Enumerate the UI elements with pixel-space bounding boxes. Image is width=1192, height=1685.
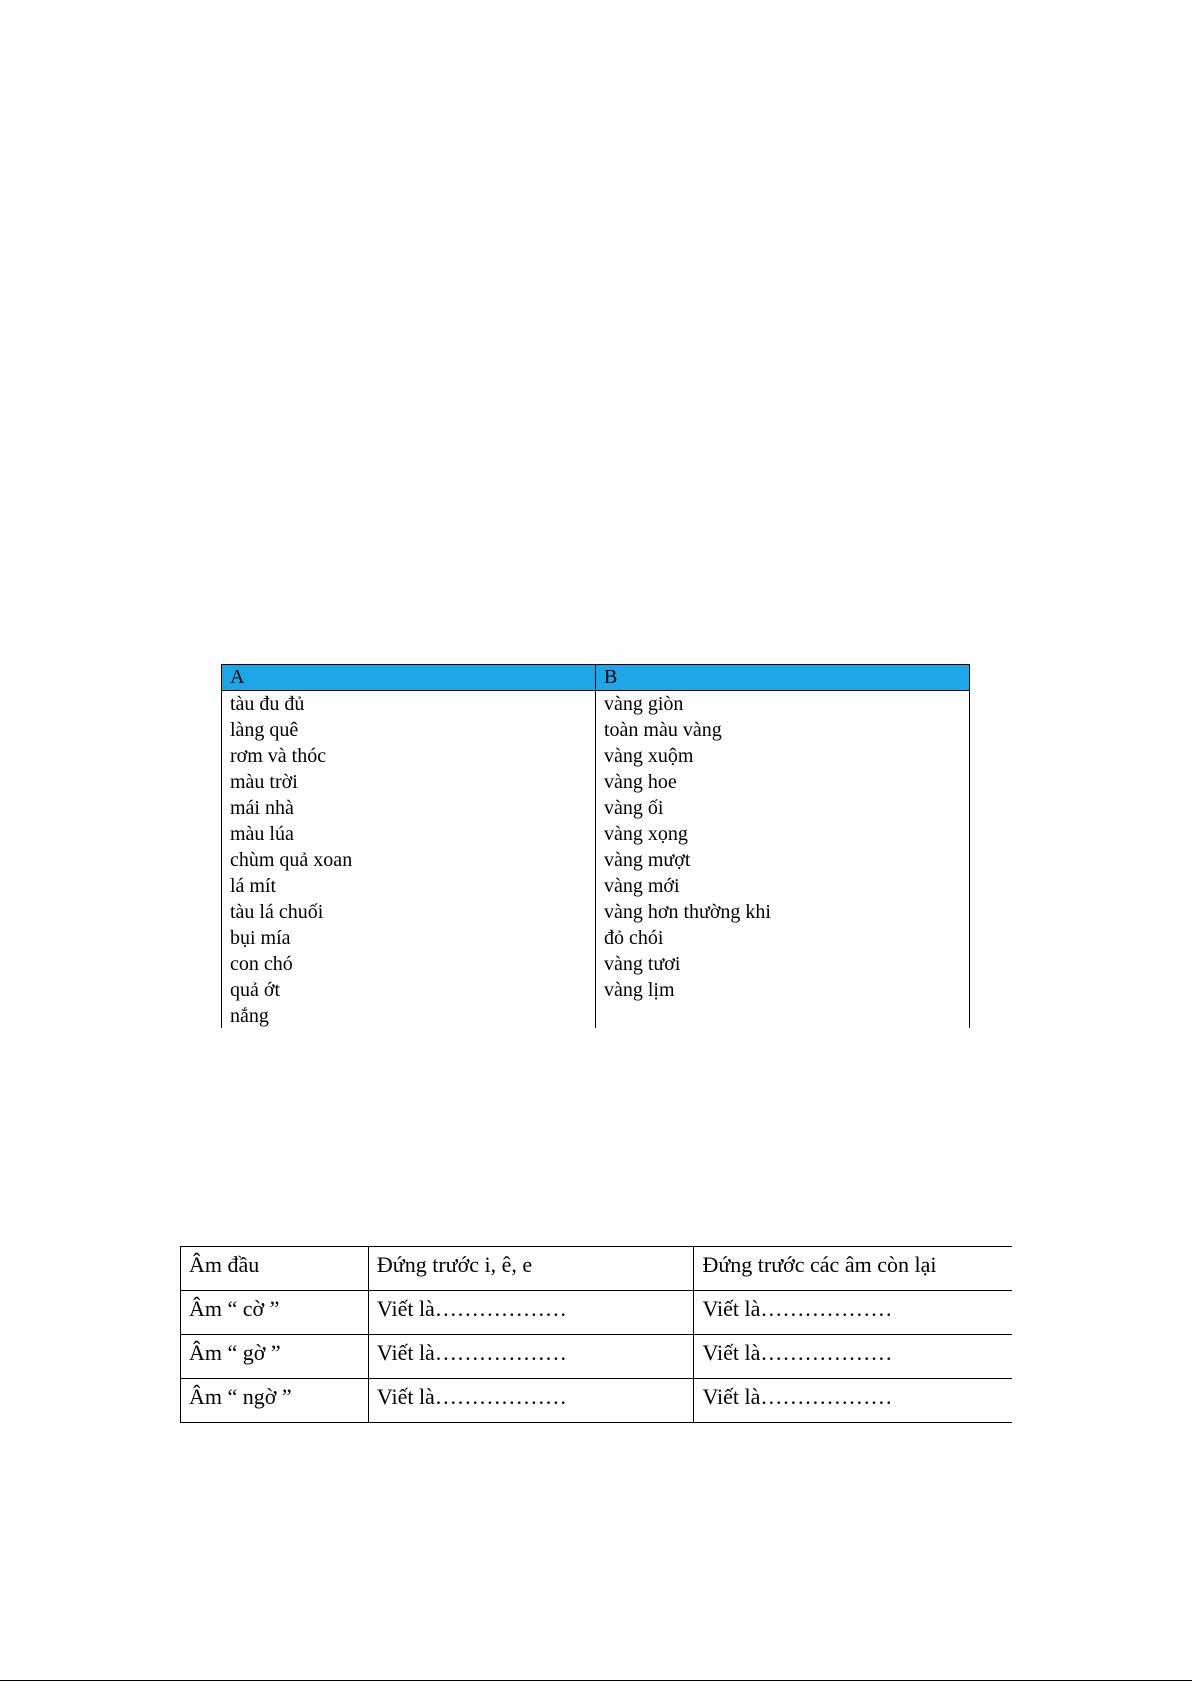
column-a-item: làng quê xyxy=(230,719,299,741)
column-a-item: chùm quả xoan xyxy=(230,849,353,871)
column-a-item: tàu đu đủ xyxy=(230,693,305,715)
header-cell: Đứng trước các âm còn lại xyxy=(694,1247,1012,1291)
matching-table-header xyxy=(222,665,969,691)
sound-label-cell: Âm “ cờ ” xyxy=(181,1291,369,1335)
column-b-item: vàng mới xyxy=(604,875,680,897)
column-b xyxy=(596,691,969,1028)
column-a-item: quả ớt xyxy=(230,979,281,1001)
fill-in-cell: Viết là……………… xyxy=(368,1335,694,1379)
column-b-item: vàng xuộm xyxy=(604,745,694,767)
column-a-item: rơm và thóc xyxy=(230,745,327,767)
column-b-item: vàng xọng xyxy=(604,823,688,845)
column-a-item: lá mít xyxy=(230,875,277,897)
column-a xyxy=(222,691,596,1028)
matching-table-body xyxy=(222,691,969,1028)
column-a-header: A xyxy=(222,665,596,690)
column-b-item: vàng lịm xyxy=(604,979,675,1001)
fill-in-cell: Viết là……………… xyxy=(368,1379,694,1423)
table-row xyxy=(181,1335,1013,1379)
fill-in-cell: Viết là……………… xyxy=(694,1379,1012,1423)
page-footer-rule xyxy=(0,1680,1192,1681)
column-b-item: vàng hoe xyxy=(604,771,677,793)
header-cell: Đứng trước i, ê, e xyxy=(368,1247,694,1291)
column-b-item: vàng ối xyxy=(604,797,664,819)
header-cell: Âm đầu xyxy=(181,1247,369,1291)
column-b-item: toàn màu vàng xyxy=(604,719,722,741)
table-row xyxy=(181,1291,1013,1335)
column-a-item: màu lúa xyxy=(230,823,294,845)
column-b-item: vàng giòn xyxy=(604,693,684,715)
column-b-item: vàng hơn thường khi xyxy=(604,901,771,923)
fill-in-cell: Viết là……………… xyxy=(368,1291,694,1335)
initial-sound-table xyxy=(180,1246,1012,1423)
column-b-item: đỏ chói xyxy=(604,927,664,949)
column-a-item: tàu lá chuối xyxy=(230,901,324,923)
column-a-item: mái nhà xyxy=(230,797,294,819)
column-b-item: vàng mượt xyxy=(604,849,691,871)
sound-label-cell: Âm “ gờ ” xyxy=(181,1335,369,1379)
column-b-item: vàng tươi xyxy=(604,953,681,975)
fill-in-cell: Viết là……………… xyxy=(694,1335,1012,1379)
table-header-row xyxy=(181,1247,1013,1291)
column-a-item: nắng xyxy=(230,1005,269,1027)
table-row xyxy=(181,1379,1013,1423)
column-a-item: màu trời xyxy=(230,771,298,793)
sound-label-cell: Âm “ ngờ ” xyxy=(181,1379,369,1423)
column-a-item: con chó xyxy=(230,953,293,975)
column-a-item: bụi mía xyxy=(230,927,291,949)
column-b-header: B xyxy=(604,666,618,688)
fill-in-cell: Viết là……………… xyxy=(694,1291,1012,1335)
matching-table xyxy=(221,664,970,1028)
